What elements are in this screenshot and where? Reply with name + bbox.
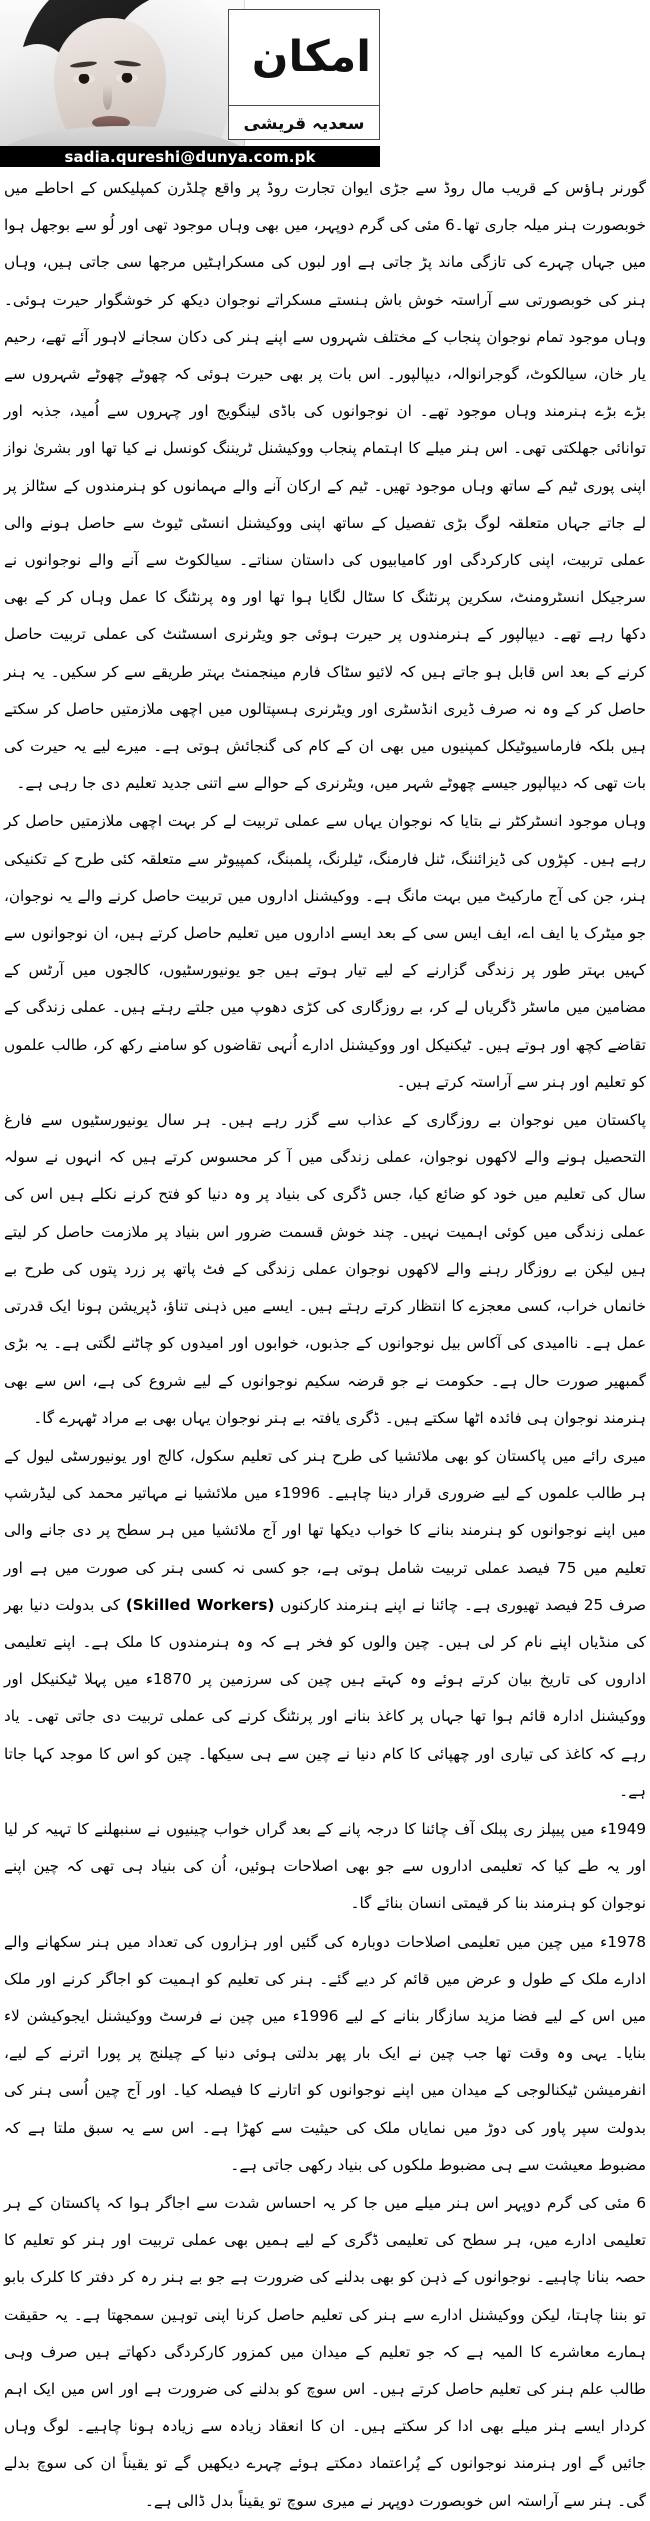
article-masthead: [0, 0, 650, 166]
column-logo-box: [228, 9, 380, 140]
latin-term: (Skilled Workers): [125, 1595, 275, 1614]
author-photo: [0, 0, 245, 150]
article-body: [0, 170, 650, 2521]
column-author-cell: [229, 106, 379, 140]
article-paragraph: 1978ء میں چین میں تعلیمی اصلاحات دوبارہ کی گئیں اور ہزاروں کی تعداد میں ہنر سکھانے والے ادارے ملک کے طول و عرض میں قائم کر دیے گئے۔ ہنر کی تعلیم کو اہمیت کو اجاگر کرنے اور ملک میں اس کے لیے فضا مزید سازگار بنانے کے لیے 1996ء میں چین نے فرسٹ ووکیشنل ایجوکیشن لاء بنایا۔ یہی وہ وقت تھا جب چین نے ایک بار پھر بدلتی ہوئی دنیا کے چیلنج پر پورا اترنے کے لیے، انفرمیشن ٹیکنالوجی کے میدان میں اپنے نوجوانوں کو اتارنے کا فیصلہ کیا۔ اور آج چین اُسی ہنر کی بدولت سپر پاور کی دوڑ میں نمایاں ملک کی حیثیت سے کھڑا ہے۔ اس سے یہ سبق ملتا ہے کہ مضبوط معیشت سے ہی مضبوط ملکوں کی بنیاد رکھی جاتی ہے۔: [4, 1932, 646, 2174]
article-paragraph: 1949ء میں پیپلز ری پبلک آف چائنا کا درجہ پانے کے بعد گراں خواب چینیوں نے سنبھلنے کا تہیہ کر لیا اور یہ طے کیا کہ تعلیمی اداروں سے جو بھی اصلاحات ہوئیں، اُن کی بنیاد ہی تھی کہ چین اپنے نوجوان کو ہنرمند بنا کر قیمتی انسان بنائے گا۔: [4, 1819, 646, 1913]
photo-eye-left: [73, 74, 95, 84]
author-email[interactable]: sadia.qureshi@dunya.com.pk: [64, 147, 316, 166]
article-paragraph: میری رائے میں پاکستان کو بھی ملائشیا کی طرح ہنر کی تعلیم سکول، کالج اور یونیورسٹی لیول کے ہر طالب علموں کے لیے ضروری قرار دینا چاہیے۔ 1996ء میں ملائشیا نے مہاتیر محمد کی لیڈرشپ میں اپنے نوجوانوں کو ہنرمند بنانے کا خواب دیکھا تھا اور آج ملائشیا میں ہر سطح پر دی جانے والی تعلیم میں 75 فیصد عملی تربیت شامل ہوتی ہے، جو کسی نہ کسی ہنر کی صورت میں ہے اور صرف 25 فیصد تھیوری ہے۔ چائنا نے اپنے ہنرمند کارکنوں (Skilled Workers) کی بدولت دنیا بھر کی منڈیاں اپنے نام کر لی ہیں۔ چین والوں کو فخر ہے کہ وہ ہنرمندوں کا ملک ہے۔ اپنے تعلیمی اداروں کی تاریخ بیان کرتے ہوئے وہ کہتے ہیں چین کی سرزمین پر 1870ء میں پہلا ٹیکنیکل اور ووکیشنل ادارہ قائم ہوا تھا جہاں پر کاغذ بنانے اور پرنٹنگ کرنے کی عملی تربیت دی جاتی تھی۔ یاد رہے کہ کاغذ کی تیاری اور چھپائی کا کام دنیا نے چین سے ہی سیکھا۔ چین کو اس کا موجد کہا جاتا ہے۔: [4, 1446, 646, 1800]
photo-eye-right: [116, 73, 138, 83]
article-paragraph: وہاں موجود انسٹرکٹر نے بتایا کہ نوجوان یہاں سے عملی تربیت لے کر بہت اچھی ملازمتیں حاصل کر رہے ہیں۔ کپڑوں کی ڈیزائننگ، ٹنل فارمنگ، ٹیلرنگ، پلمبنگ، کمپیوٹر سے متعلقہ کئی طرح کے تکنیکی ہنر، جن کی آج مارکیٹ میں بہت مانگ ہے۔ ووکیشنل اداروں میں تربیت حاصل کرنے والے یہ نوجوان، جو میٹرک یا ایف اے، ایف ایس سی کے بعد ایسے اداروں میں تعلیم حاصل کرتے ہیں، ان نوجوانوں سے کہیں بہتر طور پر زندگی گزارنے کے لیے تیار ہوتے ہیں جو یونیورسٹیوں، کالجوں میں آرٹس کے مضامین میں ماسٹر ڈگریاں لے کر، بے روزگاری کی کڑی دھوپ میں جلتے رہتے ہیں۔ عملی زندگی کے تقاضے کچھ اور ہوتے ہیں۔ ٹیکنیکل اور ووکیشنل ادارے اُنہی تقاضوں کو سامنے رکھ کر، طالب علموں کو تعلیم اور ہنر سے آراستہ کرتے ہیں۔: [4, 812, 646, 1091]
author-email-bar: [0, 146, 380, 167]
article-paragraph: 6 مئی کی گرم دوپہر اس ہنر میلے میں جا کر یہ احساس شدت سے اجاگر ہوا کہ پاکستان کے ہر تعلیمی ادارے میں، ہر سطح کی تعلیمی ڈگری کے لیے ہمیں بھی عملی تربیت اور ہنر کو تعلیم کا حصہ بنانا چاہیے۔ نوجوانوں کے ذہن کو بھی بدلنے کی ضرورت ہے جو بے ہنر رہ کر دفتر کا کلرک بابو تو بننا چاہتا، لیکن ووکیشنل ادارے سے ہنر کی تعلیم حاصل کرنا اپنی توہین سمجھتا ہے۔ یہ حقیقت ہمارے معاشرے کا المیہ ہے کہ جو تعلیم کے میدان میں کمزور کارکردگی دکھاتے ہیں صرف وہی طالب علم ہنر کی تعلیم حاصل کرتے ہیں۔ اس سوچ کو بدلنے کی ضرورت ہے اور اس میں ایک اہم کردار ایسے ہنر میلے بھی ادا کر سکتے ہیں۔ ان کا انعقاد زیادہ سے زیادہ ہونا چاہیے۔ لوگ وہاں جائیں گے اور ہنرمند نوجوانوں کے پُراعتماد دمکتے ہوئے چہرے دیکھیں گے تو یقیناً ان کی سوچ بدلے گی۔ ہنر سے آراستہ اس خوبصورت دوپہر نے میری سوچ تو یقیناً بدل ڈالی ہے۔: [4, 2193, 646, 2510]
column-title-cell: [229, 10, 379, 106]
photo-nose: [103, 84, 112, 110]
article-paragraph: پاکستان میں نوجوان بے روزگاری کے عذاب سے گزر رہے ہیں۔ ہر سال یونیورسٹیوں سے فارغ التحصیل ہونے والے لاکھوں نوجوان، عملی زندگی میں آ کر محسوس کرتے ہیں کہ انہوں نے سولہ سال کی تعلیم میں خود کو ضائع کیا، جس ڈگری کی بنیاد پر وہ دنیا کو فتح کرنے نکلے ہیں اس کی عملی زندگی میں کوئی اہمیت نہیں۔ چند خوش قسمت ضرور اس بنیاد پر ملازمت حاصل کر لیتے ہیں لیکن بے روزگار رہنے والے لاکھوں نوجوان عملی زندگی کے فٹ پاتھ پر زرد پتوں کی طرح بے خانماں خراب، کسی معجزے کا انتظار کرتے رہتے ہیں۔ ایسے میں ذہنی تناؤ، ڈپریشن ہونا ایک قدرتی عمل ہے۔ ناامیدی کی آکاس بیل نوجوانوں کے جذبوں، خوابوں اور امیدوں کو چاٹنے لگتی ہے۔ یہ بڑی گمبھیر صورت حال ہے۔ حکومت نے جو قرضہ سکیم نوجوانوں کے لیے شروع کی ہے، اس سے بھی ہنرمند نوجوان ہی فائدہ اٹھا سکتے ہیں۔ ڈگری یافتہ بے ہنر نوجوان یہاں بھی بے مراد ٹھہرے گا۔: [4, 1111, 646, 1427]
column-title: امکان: [251, 32, 371, 82]
author-name: سعدیہ قریشی: [243, 113, 365, 134]
article-paragraph: گورنر ہاؤس کے قریب مال روڈ سے جڑی ایوان تجارت روڈ پر واقع چلڈرن کمپلیکس کے احاطے میں خوبصورت ہنر میلہ جاری تھا۔6 مئی کی گرم دوپہر، میں بھی وہاں موجود تھی اور لُو سے بوجھل ہوا میں جہاں چہرے کی تازگی ماند پڑ جاتی ہے اور لبوں کی مسکراہٹیں مرجھا سی جاتی ہیں، وہاں ہنر کی خوبصورتی سے آراستہ خوش باش ہنستے مسکراتے نوجوان دیکھ کر خوشگوار حیرت ہوئی۔ وہاں موجود تمام نوجوان پنجاب کے مختلف شہروں سے اپنے ہنر کی دکان سجانے لاہور آئے تھے، رحیم یار خان، سیالکوٹ، گوجرانوالہ، دیپالپور۔ اس بات پر بھی حیرت ہوئی کہ چھوٹے چھوٹے شہروں سے بڑے بڑے ہنرمند وہاں موجود تھے۔ ان نوجوانوں کی باڈی لینگویج اور چہروں سے اُمید، جذبہ اور توانائی جھلکتی تھی۔ اس ہنر میلے کا اہتمام پنجاب ووکیشنل ٹریننگ کونسل نے کیا تھا اور بشریٰ نواز اپنی پوری ٹیم کے ساتھ وہاں موجود تھیں۔ ٹیم کے ارکان آنے والے مہمانوں کو ہنرمندوں کے سٹالز پر لے جاتے جہاں متعلقہ لوگ بڑی تفصیل کے ساتھ اپنی ووکیشنل انسٹی ٹیوٹ سے حاصل ہونے والی عملی تربیت، اپنی کارکردگی اور کامیابیوں کی داستان سناتے۔ سیالکوٹ سے آنے والے نوجوانوں نے سرجیکل انسٹرومنٹ، سکرین پرنٹنگ کا سٹال لگایا ہوا تھا اور وہ پرنٹنگ کا عمل وہاں کر کے بھی دکھا رہے تھے۔ دیپالپور کے ہنرمندوں پر حیرت ہوئی جو ویٹرنری اسسٹنٹ کی عملی تربیت حاصل کرنے کے بعد اس قابل ہو جاتے ہیں کہ لائیو سٹاک فارم مینجمنٹ بہتر طریقے سے کر سکیں۔ یہ ہنر حاصل کر کے وہ نہ صرف ڈیری انڈسٹری اور ویٹرنری ہسپتالوں میں اچھی ملازمتیں حاصل کر سکتے ہیں بلکہ فارماسیوٹیکل کمپنیوں میں بھی ان کے کام کی گنجائش ہوتی ہے۔ میرے لیے یہ حیرت کی بات تھی کہ دیپالپور جیسے چھوٹے شہر میں، ویٹرنری کے حوالے سے اتنی جدید تعلیم دی جا رہی ہے۔: [4, 179, 647, 793]
